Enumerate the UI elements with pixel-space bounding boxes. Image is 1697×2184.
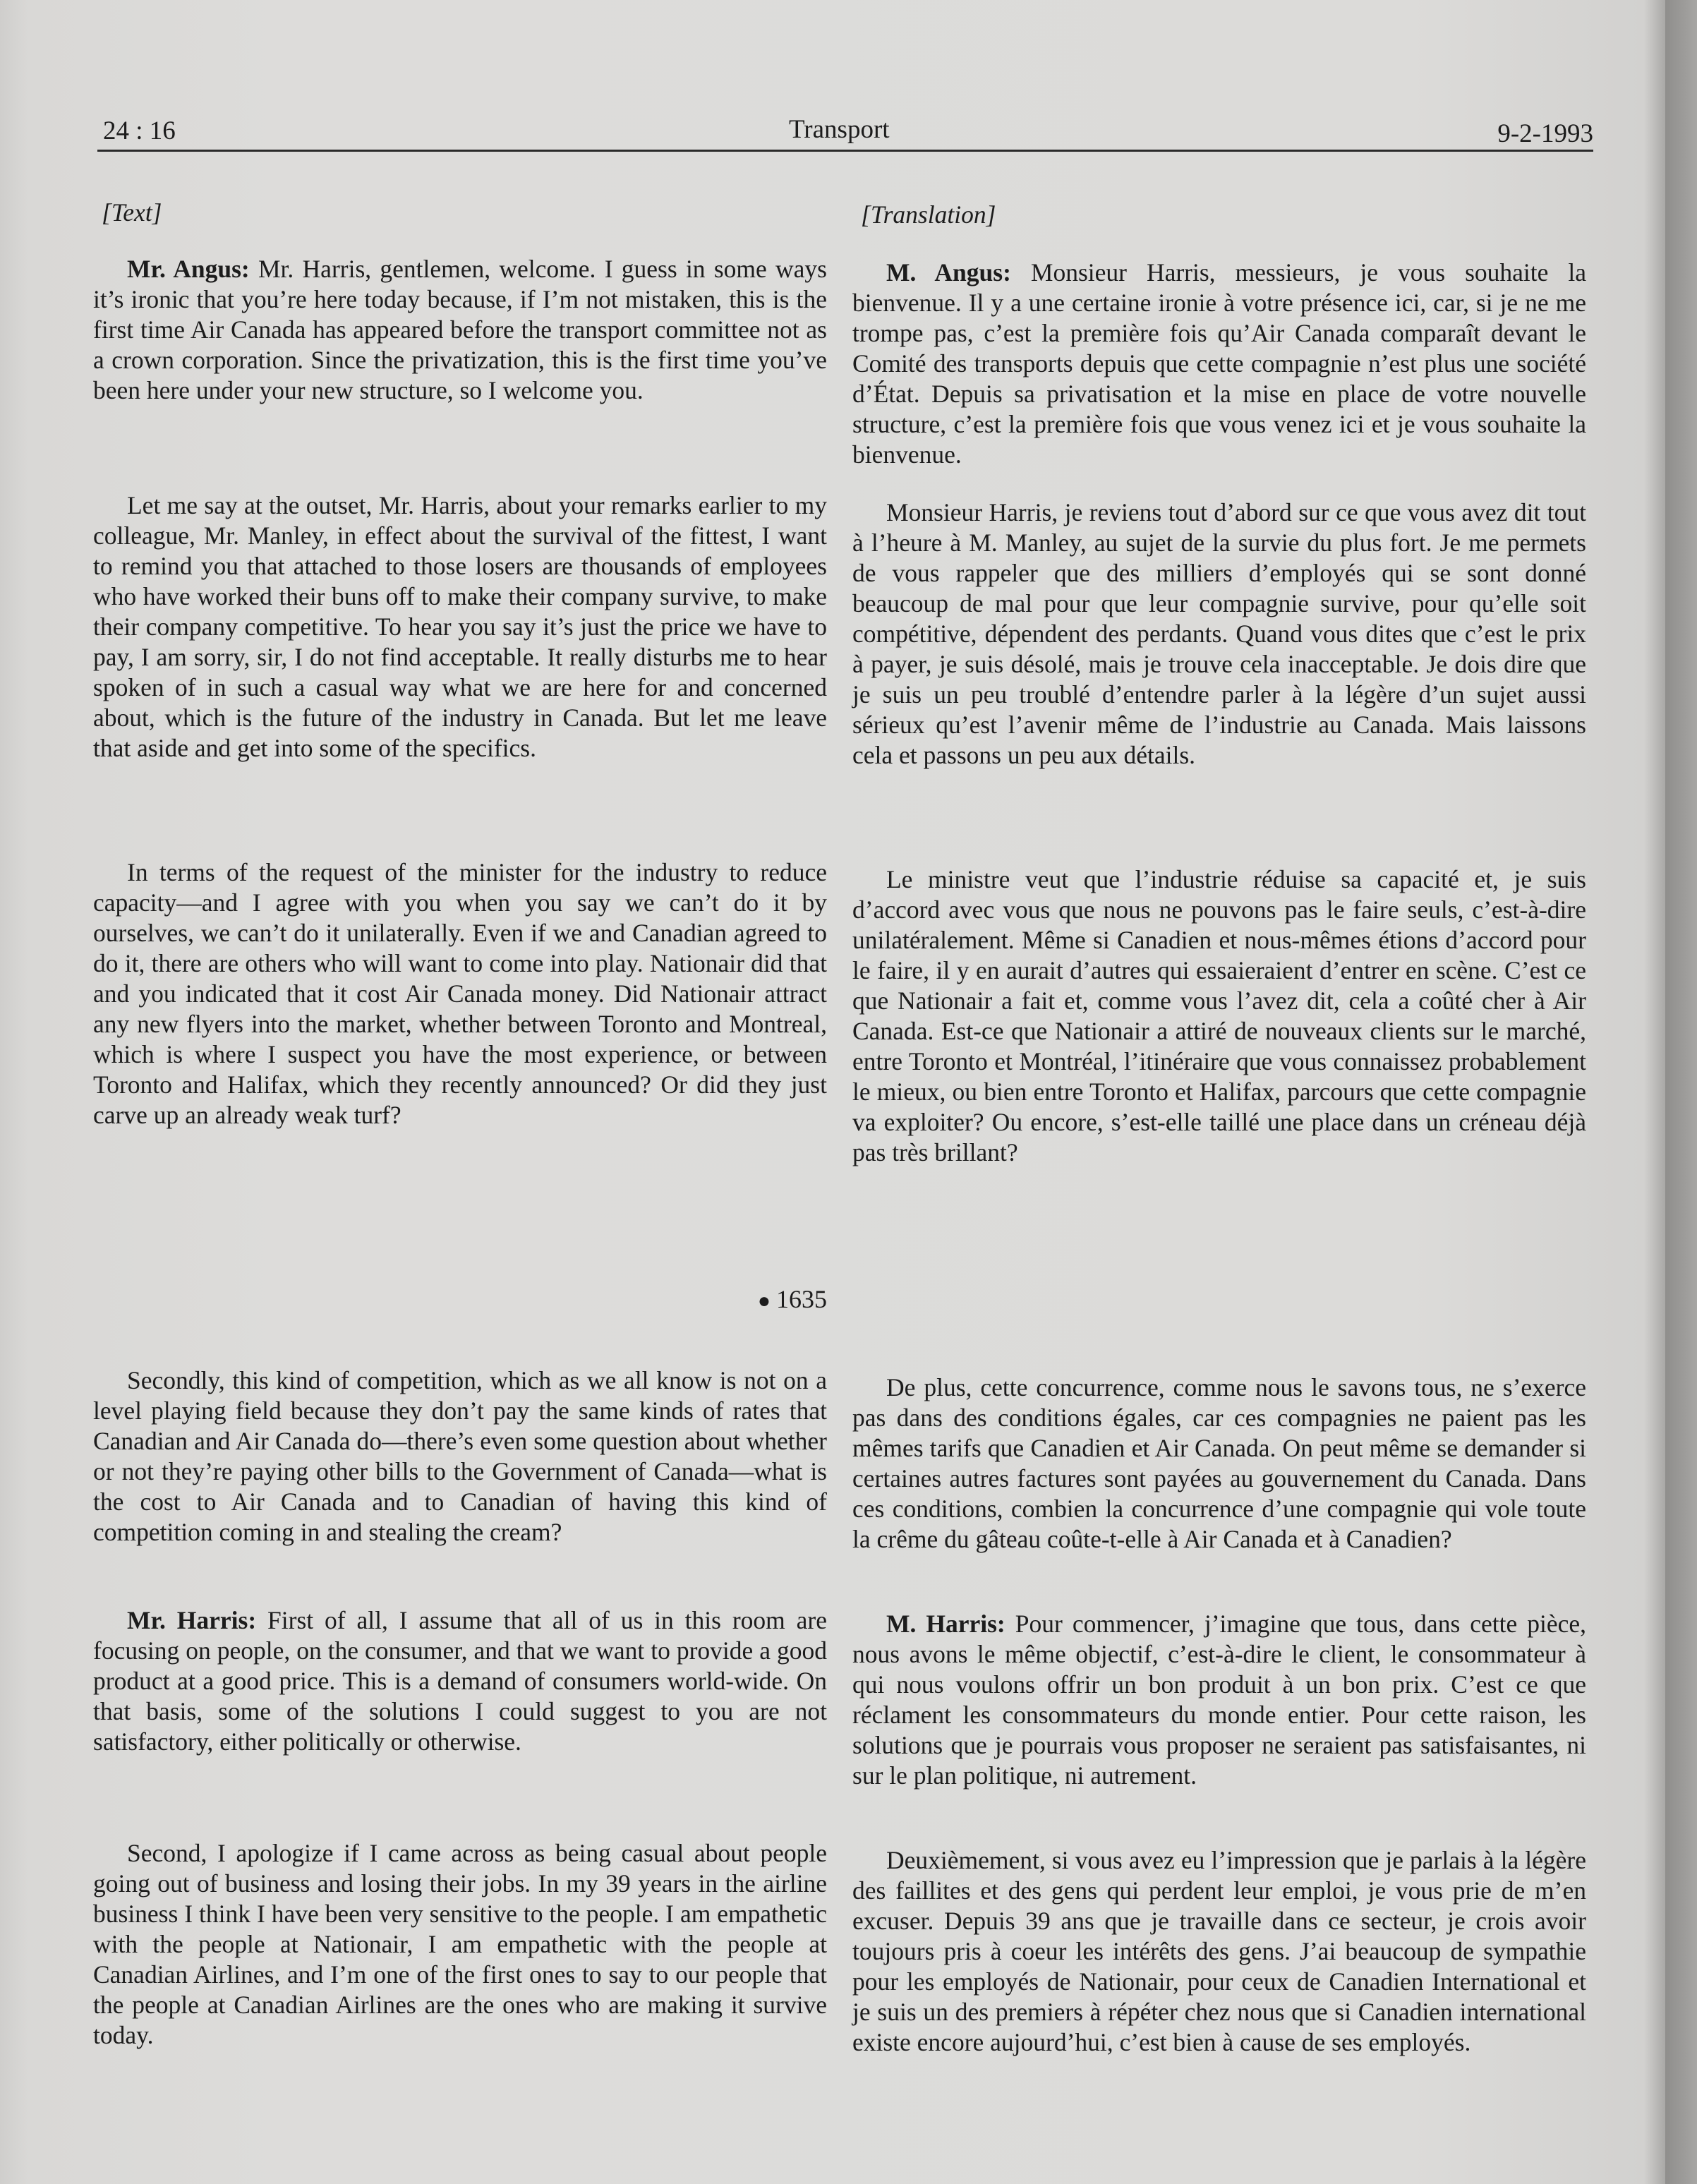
speaker-name: Mr. Angus:	[127, 255, 250, 283]
bullet-icon: ●	[757, 1289, 771, 1313]
paragraph	[852, 258, 1586, 470]
paragraph	[93, 490, 827, 764]
paragraph-text: Secondly, this kind of competition, which as we all know is not on a level playing field because they don’t pay the same kinds of rates that Canadian and Air Canada do—there’s even some question about whether or not they’re paying other bills to the Government of Canada—what is the cost to Air Canada and to Canadian of having this kind of competition coming in and stealing the cream?	[93, 1366, 827, 1546]
paragraph-text: First of all, I assume that all of us in this room are focusing on people, on the consumer, and that we want to provide a good product at a good price. This is a demand of consumers world-wide. On that basis, some of the solutions I could suggest to you are not satisfactory, either politically or otherwise.	[93, 1606, 827, 1756]
paragraph	[93, 1605, 827, 1757]
text-tag: [Text]	[102, 198, 162, 227]
speaker-name: Mr. Harris:	[127, 1606, 257, 1634]
paragraph-text: Mr. Harris, gentlemen, welcome. I guess in some ways it’s ironic that you’re here today because, if I’m not mistaken, this is the first time Air Canada has appeared before the transport committee not as a crown corporation. Since the privatization, this is the first time you’ve been here under your new structure, so I welcome you.	[93, 255, 827, 404]
paragraph	[852, 497, 1586, 771]
paragraph-text: Let me say at the outset, Mr. Harris, about your remarks earlier to my colleague, Mr. Manley, in effect about the survival of the fittest, I want to remind you that attached to those losers are thousands of employees who have worked their buns off to make their company survive, to make their company competitive. To hear you say it’s just the price we have to pay, I am sorry, sir, I do not find acceptable. It really disturbs me to hear spoken of in such a casual way what we are here for and concerned about, which is the future of the industry in Canada. But let me leave that aside and get into some of the specifics.	[93, 491, 827, 762]
paragraph	[93, 857, 827, 1130]
speaker-name: M. Angus:	[886, 258, 1011, 286]
paragraph	[93, 254, 827, 406]
paragraph-text: Deuxièmement, si vous avez eu l’impression que je parlais à la légère des faillites et des gens qui perdent leur emploi, je vous prie de m’en excuser. Depuis 39 ans que je travaille dans ce secteur, je crois avoir toujours pris à coeur les intérêts des gens. J’ai beaucoup de sympathie pour les employés de Nationair, pour ceux de Canadien International et je suis un des premiers à répéter chez nous que si Canadien international existe encore aujourd’hui, c’est bien à cause de ses employés.	[852, 1846, 1586, 2056]
paragraph	[852, 864, 1586, 1168]
paragraph-text: Pour commencer, j’imagine que tous, dans cette pièce, nous avons le même objectif, c’est-à-dire le client, le consommateur à qui nous voulons offrir un bon produit à un bon prix. C’est ce que réclament les consommateurs du monde entier. Pour cette raison, les solutions que je pourrais vous proposer ne seraient pas satisfaisantes, ni sur le plan politique, ni autrement.	[852, 1610, 1587, 1790]
paragraph-text: In terms of the request of the minister for the industry to reduce capacity—and I agree with you when you say we can’t do it by ourselves, we can’t do it unilaterally. Even if we and Canadian agreed to do it, there are others who will want to come into play. Nationair did that and you indicated that it cost Air Canada money. Did Nationair attract any new flyers into the market, whether between Toronto and Montreal, which is where I suspect you have the most experience, or between Toronto and Halifax, which they recently announced? Or did they just carve up an already weak turf?	[93, 858, 827, 1129]
speaker-name: M. Harris:	[886, 1610, 1005, 1638]
paragraph-text: Le ministre veut que l’industrie réduise sa capacité et, je suis d’accord avec vous que nous ne pouvons pas le faire seuls, c’est-à-dire unilatéralement. Même si Canadien et nous-mêmes étions d’accord pour le faire, il y en aurait d’autres qui essaieraient d’entrer en scène. C’est ce que Nationair a fait et, comme vous l’avez dit, cela a coûté cher à Air Canada. Est-ce que Nationair a attiré de nouveaux clients sur le marché, entre Toronto et Montréal, l’itinéraire que vous connaissez probablement le mieux, ou bien entre Toronto et Halifax, parcours que cette compagnie va exploiter? Ou encore, s’est-elle taillé une place dans un créneau déjà pas très brillant?	[852, 865, 1586, 1166]
header-date: 9-2-1993	[1497, 119, 1593, 148]
running-title: Transport	[789, 115, 890, 144]
paragraph-text: De plus, cette concurrence, comme nous le savons tous, ne s’exerce pas dans des conditions égales, car ces compagnies ne paient pas les mêmes tarifs que Canadien et Air Canada. On peut même se demander si certaines autres factures sont payées au gouvernement du Canada. Dans ces conditions, combien la concurrence d’une compagnie qui vole toute la crême du gâteau coûte-t-elle à Air Canada et à Canadien?	[852, 1373, 1586, 1553]
paragraph	[852, 1609, 1586, 1791]
paragraph-text: Monsieur Harris, messieurs, je vous souhaite la bienvenue. Il y a une certaine ironie à votre présence ici, car, si je ne me trompe pas, c’est la première fois qu’Air Canada comparaît devant le Comité des transports depuis que cette compagnie n’est plus une société d’État. Depuis sa privatisation et la mise en place de votre nouvelle structure, c’est la première fois que vous venez ici et je vous souhaite la bienvenue.	[852, 258, 1586, 469]
page-reference: 24 : 16	[103, 116, 176, 145]
paragraph	[93, 1365, 827, 1547]
time-marker	[758, 1284, 827, 1316]
header-rule	[97, 150, 1593, 152]
page-edge	[1665, 0, 1697, 2184]
paragraph	[852, 1845, 1586, 2058]
time-marker-value: 1635	[776, 1285, 827, 1313]
paragraph	[852, 1372, 1586, 1555]
paragraph	[93, 1838, 827, 2051]
translation-tag: [Translation]	[861, 200, 996, 229]
paragraph-text: Second, I apologize if I came across as being casual about people going out of business and losing their jobs. In my 39 years in the airline business I think I have been very sensitive to the people. I am empathetic with the people at Nationair, I am empathetic with the people at Canadian Airlines, and I’m one of the first ones to say to our people that the people at Canadian Airlines are the ones who are making it survive today.	[93, 1839, 827, 2049]
paragraph-text: Monsieur Harris, je reviens tout d’abord sur ce que vous avez dit tout à l’heure à M. Manley, au sujet de la survie du plus fort. Je me permets de vous rappeler que des milliers d’employés qui se sont donné beaucoup de mal pour que leur compagnie survive, pour qu’elle soit compétitive, dépendent des perdants. Quand vous dites que c’est le prix à payer, je suis désolé, mais je trouve cela inacceptable. Je dois dire que je suis un peu troublé d’entendre parler à la légère d’un sujet aussi sérieux qu’est l’avenir même de l’industrie au Canada. Mais laissons cela et passons un peu aux détails.	[852, 498, 1586, 769]
page-header	[97, 114, 1593, 150]
